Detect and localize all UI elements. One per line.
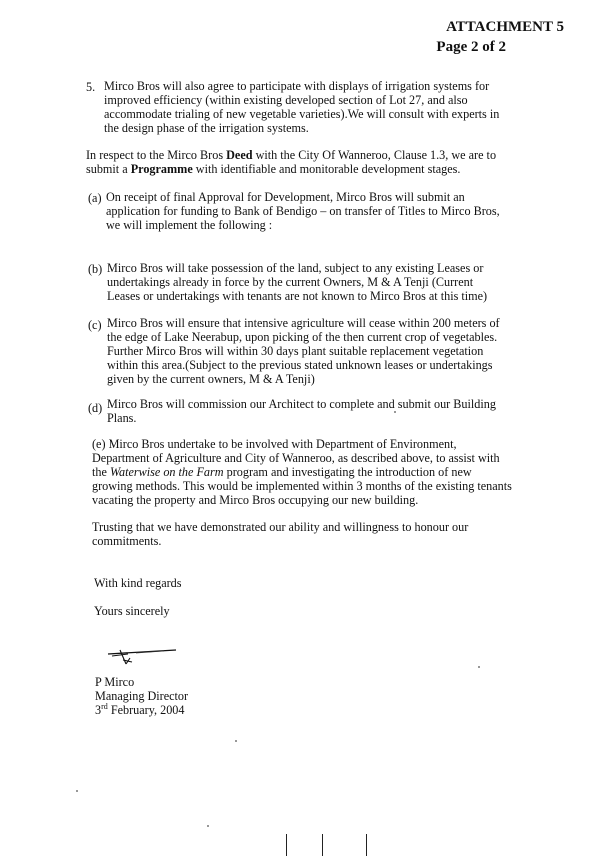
item-c-line-4: within this area.(Subject to the previous stated unknown leases or undertakings xyxy=(107,358,493,372)
item-5-line-3: accommodate trialing of new vegetable varieties).We will consult with experts in xyxy=(104,107,500,121)
item-d-label: (d) xyxy=(88,401,103,415)
item-e-line-5: vacating the property and Mirco Bros occupying our new building. xyxy=(92,493,419,507)
item-a-line-2: application for funding to Bank of Bendigo – on transfer of Titles to Mirco Bros, xyxy=(106,204,500,218)
item-c-label: (c) xyxy=(88,318,102,332)
deed-keyword: Deed xyxy=(226,148,253,162)
letter-date xyxy=(95,703,184,717)
item-c-line-2: the edge of Lake Neerabup, upon picking of the then current crop of vegetables. xyxy=(107,330,498,344)
item-b-line-3: Leases or undertakings with tenants are not known to Mirco Bros at this time) xyxy=(107,289,488,303)
signer-title: Managing Director xyxy=(95,689,189,703)
item-b-line-1: Mirco Bros will take possession of the land, subject to any existing Leases or xyxy=(107,261,484,275)
item-e-line-4: growing methods. This would be implemented within 3 months of the existing tenants xyxy=(92,479,512,493)
e-text: the xyxy=(92,465,110,479)
trusting-line-2: commitments. xyxy=(92,534,162,548)
item-c-line-5: given by the current owners, M & A Tenji) xyxy=(107,372,315,386)
item-5-line-4: the design phase of the irrigation systems. xyxy=(104,121,309,135)
respect-line-1 xyxy=(86,148,496,162)
item-b-label: (b) xyxy=(88,262,103,276)
attachment-label: ATTACHMENT 5 xyxy=(446,19,564,35)
scan-speck xyxy=(235,740,237,742)
scan-mark xyxy=(286,834,287,856)
date-ordinal: rd xyxy=(101,701,108,711)
date-rest: February, 2004 xyxy=(107,703,185,717)
trusting-line-1: Trusting that we have demonstrated our ability and willingness to honour our xyxy=(92,520,469,534)
scan-speck xyxy=(478,666,480,668)
programme-keyword: Programme xyxy=(130,162,193,176)
item-a-label: (a) xyxy=(88,191,102,205)
respect-text: with the City Of Wanneroo, Clause 1.3, we are to xyxy=(252,148,497,162)
item-5-line-2: improved efficiency (within existing developed section of Lot 27, and also xyxy=(104,93,468,107)
yours-sincerely: Yours sincerely xyxy=(94,604,170,618)
date-day: 3 xyxy=(95,703,102,717)
item-a-line-3: we will implement the following : xyxy=(106,218,273,232)
e-text: program and investigating the introduction of new xyxy=(223,465,472,479)
respect-text: In respect to the Mirco Bros xyxy=(86,148,227,162)
item-d-line-1: Mirco Bros will commission our Architect to complete and submit our Building xyxy=(107,397,496,411)
item-e-line-2: Department of Agriculture and City of Wanneroo, as described above, to assist with xyxy=(92,451,500,465)
signature xyxy=(106,646,178,670)
scan-speck xyxy=(76,790,78,792)
item-e-line-1: (e) Mirco Bros undertake to be involved with Department of Environment, xyxy=(92,437,457,451)
respect-text: with identifiable and monitorable development stages. xyxy=(192,162,461,176)
respect-line-2 xyxy=(86,162,460,176)
item-d-line-2: Plans. xyxy=(107,411,137,425)
program-name: Waterwise on the Farm xyxy=(109,465,224,479)
scan-speck xyxy=(207,825,209,827)
item-b-line-2: undertakings already in force by the current Owners, M & A Tenji (Current xyxy=(107,275,474,289)
page-number: Page 2 of 2 xyxy=(436,39,506,55)
item-e-line-3 xyxy=(92,465,472,479)
signer-name: P Mirco xyxy=(95,675,135,689)
item-5-number: 5. xyxy=(86,80,96,94)
scan-mark xyxy=(322,834,323,856)
item-c-line-1: Mirco Bros will ensure that intensive agriculture will cease within 200 meters of xyxy=(107,316,500,330)
respect-text: submit a xyxy=(86,162,131,176)
scan-speck xyxy=(394,411,396,413)
item-5-line-1: Mirco Bros will also agree to participate with displays of irrigation systems for xyxy=(104,79,490,93)
scan-mark xyxy=(366,834,367,856)
item-a-line-1: On receipt of final Approval for Development, Mirco Bros will submit an xyxy=(106,190,465,204)
item-c-line-3: Further Mirco Bros will within 30 days plant suitable replacement vegetation xyxy=(107,344,484,358)
kind-regards: With kind regards xyxy=(94,576,182,590)
